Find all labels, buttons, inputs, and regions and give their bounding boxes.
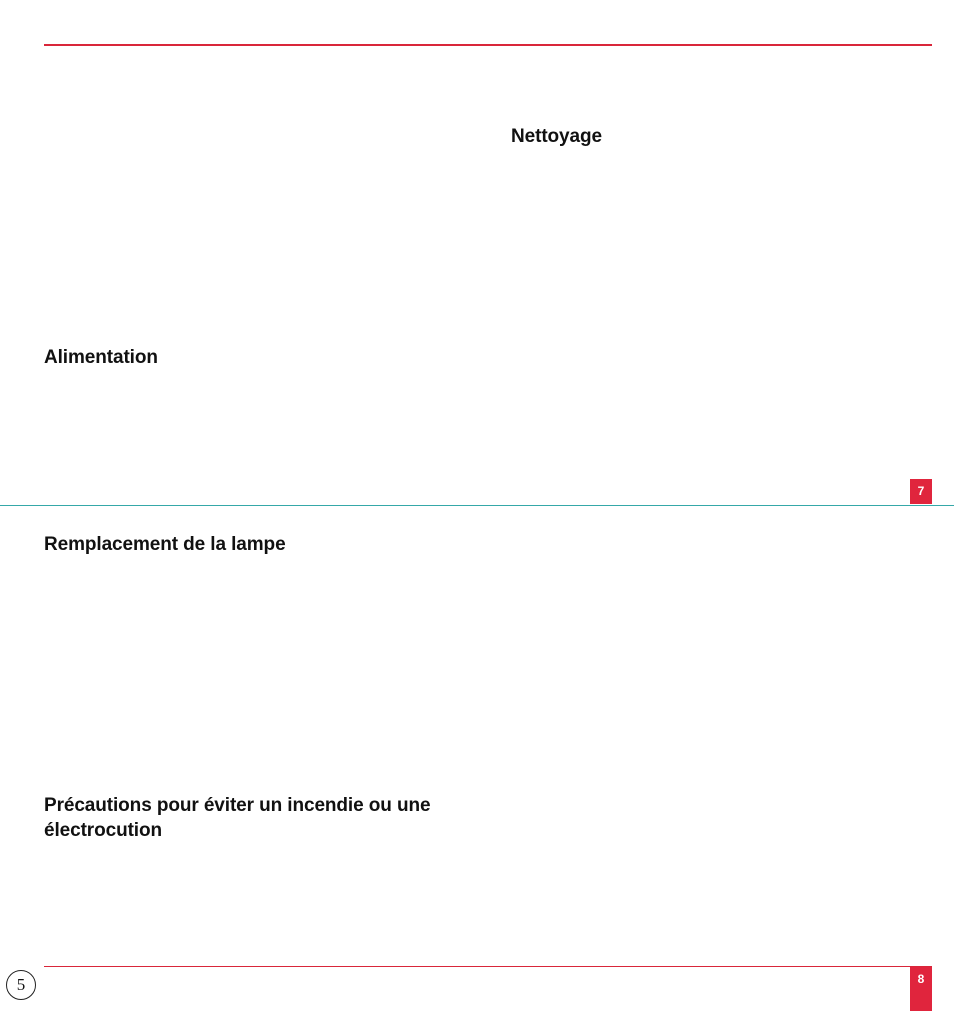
top-divider [44, 44, 932, 46]
heading-alimentation: Alimentation [44, 347, 158, 368]
page-tab-upper: 7 [910, 479, 932, 504]
heading-remplacement-lampe: Remplacement de la lampe [44, 534, 286, 555]
page-split-divider [0, 505, 954, 506]
heading-precautions: Précautions pour éviter un incendie ou une électrocution [44, 795, 431, 841]
bottom-divider [44, 966, 932, 967]
page-number-badge: 5 [6, 970, 36, 1000]
page-tab-lower: 8 [910, 967, 932, 1011]
heading-nettoyage: Nettoyage [511, 126, 602, 147]
